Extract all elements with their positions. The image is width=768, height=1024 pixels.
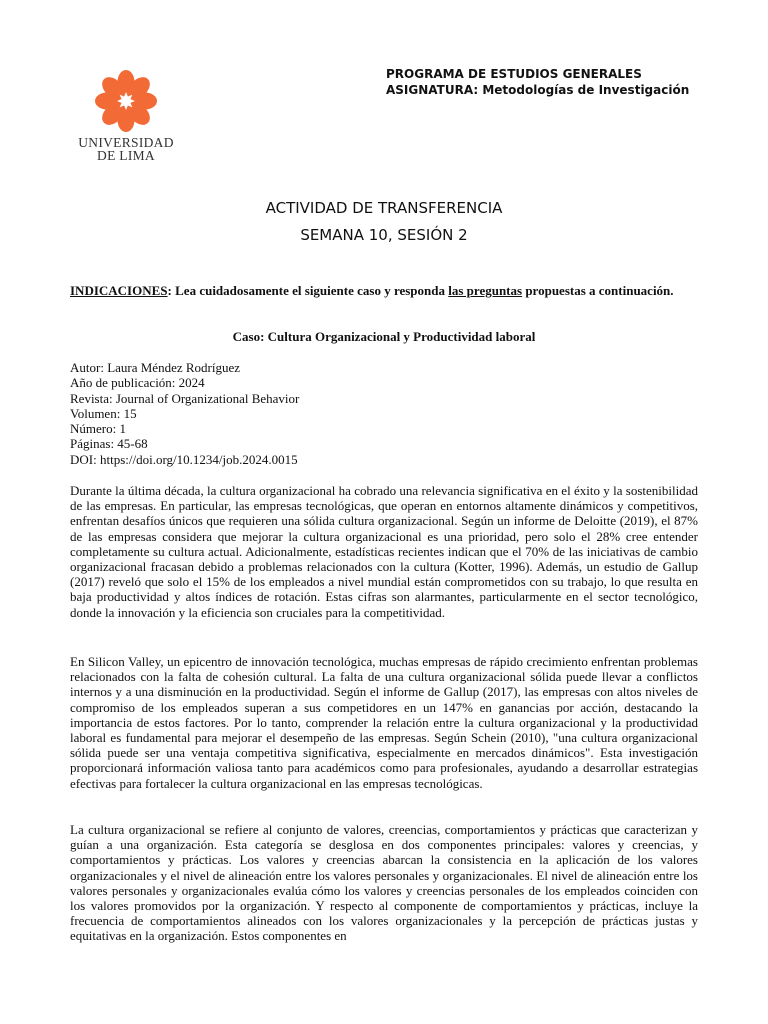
- star-logo-icon: [91, 70, 161, 132]
- metadata-number: Número: 1: [70, 421, 126, 437]
- case-title: Caso: Cultura Organizacional y Productividad laboral: [232, 329, 536, 344]
- course-header: [386, 66, 689, 98]
- activity-title: ACTIVIDAD DE TRANSFERENCIA: [265, 199, 503, 217]
- indications-colon: :: [167, 283, 172, 298]
- metadata-author: Autor: Laura Méndez Rodríguez: [70, 360, 241, 375]
- article-metadata: [70, 360, 698, 467]
- program-name: PROGRAMA DE ESTUDIOS GENERALES: [386, 67, 642, 81]
- indications-text-before: Lea cuidadosamente el siguiente caso y responda: [171, 283, 449, 298]
- metadata-journal: Revista: Journal of Organizational Behavior: [70, 390, 300, 406]
- university-name-line2: DE LIMA: [97, 148, 155, 163]
- indications-label: INDICACIONES: [70, 283, 168, 298]
- subject-line: [386, 82, 689, 98]
- metadata-year: Año de publicación: 2024: [70, 375, 205, 391]
- indications-paragraph: [70, 283, 698, 298]
- indications-underlined-text: las preguntas: [448, 283, 523, 298]
- metadata-pages: Páginas: 45-68: [70, 436, 148, 452]
- metadata-volume: Volumen: 15: [70, 405, 137, 421]
- indications-text-after: propuestas a continuación.: [522, 283, 674, 298]
- body-paragraph-3: La cultura organizacional se refiere al conjunto de valores, creencias, comportamientos y prácticas que caracterizan y guían a una organización. Esta categoría se desglosa en dos componentes principales: valores y creencias, y comportamientos y prácticas. Los valores y creencias abarcan la consistencia en la aplicación de los valores organizacionales y el nivel de alineación entre los valores personales y organizacionales. El nivel de alineación entre los valores personales y organizacionales evalúa cómo los valores y creencias personales de los empleados coinciden con los valores promovidos por la organización. Y respecto al componente de comportamientos y prácticas, incluye la frecuencia de comportamientos alineados con los valores organizacionales y la percepción de prácticas justas y equitativas en la organización. Estos componentes en: [70, 822, 698, 944]
- metadata-doi: DOI: https://doi.org/10.1234/job.2024.0015: [70, 451, 298, 467]
- university-name-line1: UNIVERSIDAD: [78, 135, 174, 150]
- university-name: [70, 136, 182, 162]
- university-logo: [70, 70, 182, 162]
- subject-label: ASIGNATURA:: [386, 83, 479, 97]
- body-paragraph-2: En Silicon Valley, un epicentro de innovación tecnológica, muchas empresas de rápido crecimiento enfrentan problemas relacionados con la falta de cohesión cultural. La falta de una cultura organizacional sólida puede llevar a conflictos internos y a una disminución en la productividad. Según el informe de Gallup (2017), las empresas con altos niveles de compromiso de los empleados superan a sus competidores en un 147% en ganancias por acción, destacando la importancia de estos factores. Por lo tanto, comprender la relación entre la cultura organizacional y la productividad laboral es fundamental para mejorar el desempeño de las empresas. Según Schein (2010), "una cultura organizacional sólida puede ser una ventaja competitiva significativa, especialmente en mercados dinámicos". Esta investigación proporcionará información valiosa tanto para académicos como para profesionales, ayudando a desarrollar estrategias efectivas para fortalecer la cultura organizacional en las empresas tecnológicas.: [70, 654, 698, 791]
- subject-value: Metodologías de Investigación: [482, 83, 690, 97]
- body-paragraph-1: Durante la última década, la cultura organizacional ha cobrado una relevancia significativa en el éxito y la sostenibilidad de las empresas. En particular, las empresas tecnológicas, que operan en entornos altamente dinámicos y competitivos, enfrentan desafíos únicos que requieren una sólida cultura organizacional. Según un informe de Deloitte (2019), el 87% de las empresas considera que mejorar la cultura organizacional es una prioridad, pero solo el 28% cree entender completamente su cultura actual. Adicionalmente, estadísticas recientes indican que el 70% de las iniciativas de cambio organizacional fracasan debido a problemas relacionados con la cultura (Kotter, 1996). Además, un estudio de Gallup (2017) reveló que solo el 15% de los empleados a nivel mundial están comprometidos con su trabajo, lo que resulta en baja productividad y altos índices de rotación. Estas cifras son alarmantes, particularmente en el sector tecnológico, donde la innovación y la eficiencia son cruciales para la competitividad.: [70, 483, 698, 620]
- session-title: SEMANA 10, SESIÓN 2: [300, 226, 468, 244]
